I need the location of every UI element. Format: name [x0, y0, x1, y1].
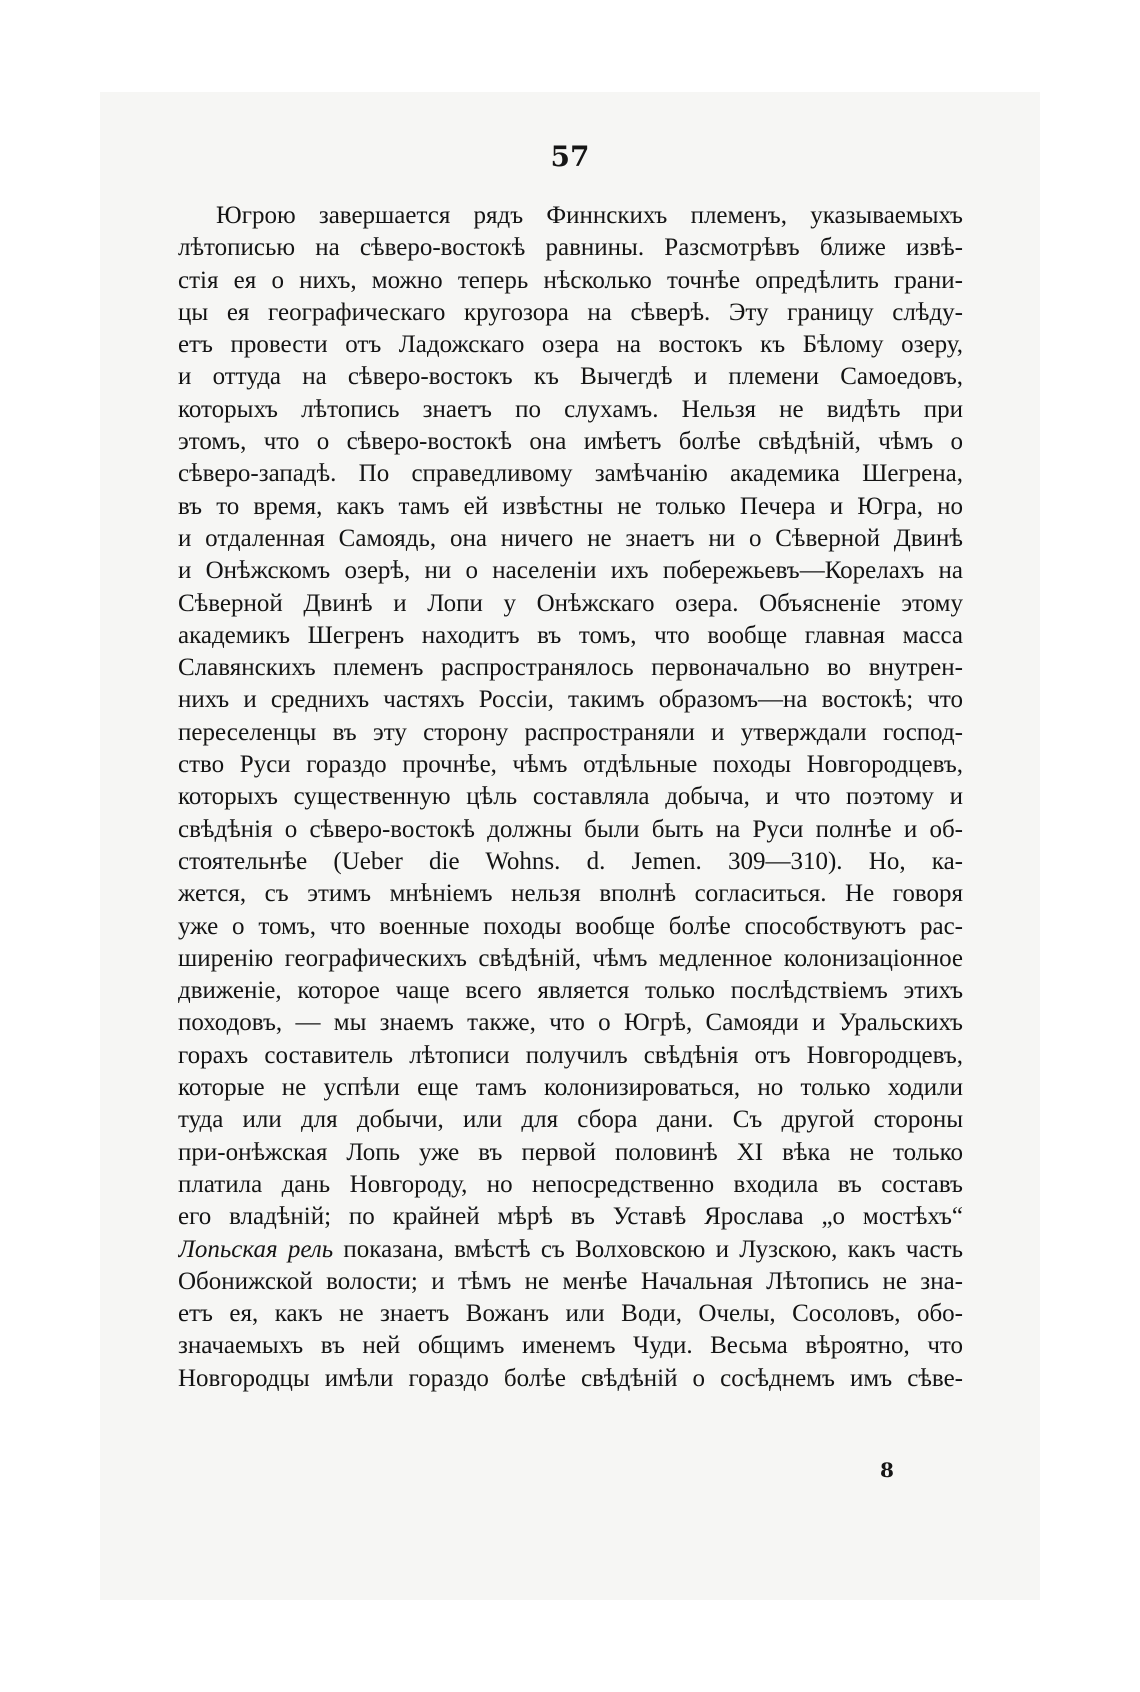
text-line: и оттуда на сѣверо-востокъ къ Вычегдѣ и племени Самоедовъ, [178, 363, 963, 391]
text-line: лѣтописью на сѣверо-востокѣ равнины. Разсмотрѣвъ ближе извѣ- [178, 234, 963, 262]
text-line: уже о томъ, что военные походы вообще болѣе способствуютъ рас- [178, 912, 963, 940]
text-line: етъ ея, какъ не знаетъ Вожанъ или Води, Очелы, Сосоловъ, обо- [178, 1300, 963, 1328]
text-line: Новгородцы имѣли гораздо болѣе свѣдѣній о сосѣднемъ имъ сѣве- [178, 1364, 963, 1392]
page-number: 57 [550, 140, 590, 173]
text-line: походовъ, — мы знаемъ также, что о Югрѣ, Самояди и Уральскихъ [178, 1009, 963, 1037]
text-line: которыхъ существенную цѣль составляла добыча, и что поэтому и [178, 783, 963, 811]
text-line: Югрою завершается рядъ Финнскихъ племенъ, указываемыхъ [216, 202, 963, 229]
text-line: цы ея географическаго кругозора на сѣверѣ. Эту границу слѣду- [178, 298, 963, 326]
text-line: туда или для добычи, или для сбора дани. Съ другой стороны [178, 1106, 963, 1134]
text-line: которыхъ лѣтопись знаетъ по слухамъ. Нельзя не видѣть при [178, 395, 963, 423]
body-text [178, 200, 963, 1395]
text-line: Лопьская рель показана, вмѣстѣ съ Волховскою и Лузскою, какъ часть [178, 1235, 963, 1263]
italic-term: Лопьская рель [178, 1235, 334, 1263]
text-line: стія ея о нихъ, можно теперь нѣсколько точнѣе опредѣлить грани- [178, 266, 963, 294]
text-line: при-онѣжская Лопь уже въ первой половинѣ XI вѣка не только [178, 1138, 963, 1166]
text-line: его владѣній; по крайней мѣрѣ въ Уставѣ Ярослава „о мостѣхъ“ [178, 1203, 963, 1231]
text-line: Сѣверной Двинѣ и Лопи у Онѣжскаго озера. Объясненіе этому [178, 589, 963, 617]
signature-mark: 8 [880, 1458, 894, 1482]
text-line: етъ провести отъ Ладожскаго озера на востокъ къ Бѣлому озеру, [178, 331, 963, 359]
text-line: нихъ и среднихъ частяхъ Россіи, такимъ образомъ—на востокѣ; что [178, 686, 963, 714]
text-line: жется, съ этимъ мнѣніемъ нельзя вполнѣ согласиться. Не говоря [178, 880, 963, 908]
text-line: сѣверо-западѣ. По справедливому замѣчанію академика Шегрена, [178, 460, 963, 488]
text-line: свѣдѣнія о сѣверо-востокѣ должны были быть на Руси полнѣе и об- [178, 815, 963, 843]
text-line: значаемыхъ въ ней общимъ именемъ Чуди. Весьма вѣроятно, что [178, 1332, 963, 1360]
text-line: и Онѣжскомъ озерѣ, ни о населеніи ихъ побережьевъ—Корелахъ на [178, 557, 963, 585]
text-line: горахъ составитель лѣтописи получилъ свѣдѣнія отъ Новгородцевъ, [178, 1041, 963, 1069]
text-line: Славянскихъ племенъ распространялось первоначально во внутрен- [178, 654, 963, 682]
text-line: въ то время, какъ тамъ ей извѣстны не только Печера и Югра, но [178, 492, 963, 520]
text-line: и отдаленная Самоядь, она ничего не знаетъ ни о Сѣверной Двинѣ [178, 524, 963, 552]
text-line: этомъ, что о сѣверо-востокѣ она имѣетъ болѣе свѣдѣній, чѣмъ о [178, 428, 963, 456]
text-line: стоятельнѣе (Ueber die Wohns. d. Jemen. 309—310). Но, ка- [178, 847, 963, 875]
text-line: ширенію географическихъ свѣдѣній, чѣмъ медленное колонизаціонное [178, 944, 963, 972]
text-line: академикъ Шегренъ находитъ въ томъ, что вообще главная масса [178, 621, 963, 649]
text-line: платила дань Новгороду, но непосредственно входила въ составъ [178, 1170, 963, 1198]
text-line: Обонижской волости; и тѣмъ не менѣе Начальная Лѣтопись не зна- [178, 1267, 963, 1295]
text-line: ство Руси гораздо прочнѣе, чѣмъ отдѣльные походы Новгородцевъ, [178, 751, 963, 779]
text-line: которые не успѣли еще тамъ колонизироваться, но только ходили [178, 1074, 963, 1102]
text-line: переселенцы въ эту сторону распространяли и утверждали господ- [178, 718, 963, 746]
text-line: движеніе, которое чаще всего является только послѣдствіемъ этихъ [178, 977, 963, 1005]
